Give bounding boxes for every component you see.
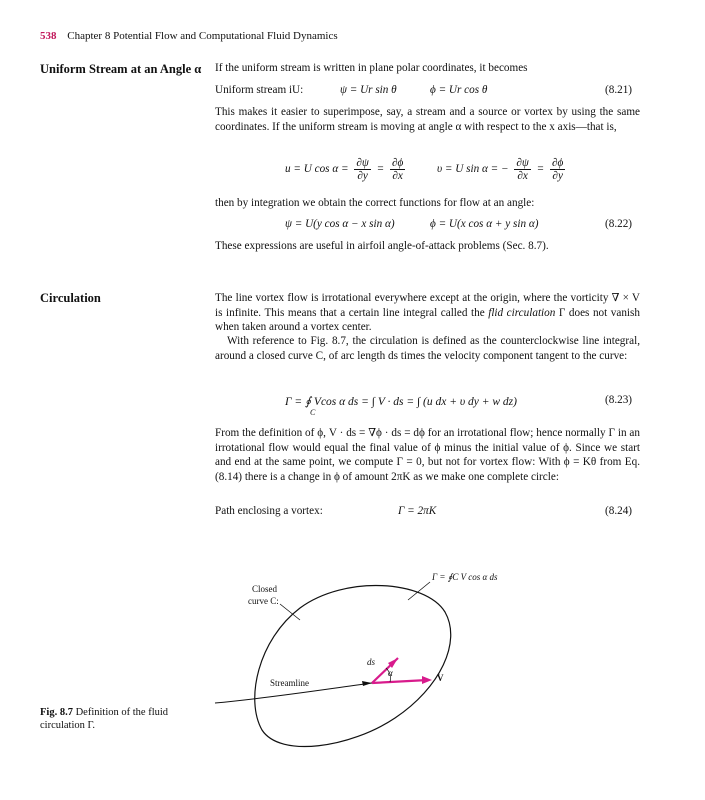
circulation-para-2: With reference to Fig. 8.7, the circulation is defined as the counterclockwise line integral, around a closed curve C, of arc length ds times the velocity component tangent to the curve: <box>215 335 640 362</box>
fig-closed-label-2: curve C: <box>248 596 279 606</box>
eq21-label: Uniform stream iU: <box>215 84 304 96</box>
eq-v-derivatives: υ = U sin α = − $\frac{\partial\psi}{\partial x}$ = $\frac{\partial\phi}{\partial y}$ <box>437 157 564 182</box>
eq23-subscript: C <box>310 408 316 417</box>
chapter-title: Chapter 8 Potential Flow and Computational Fluid Dynamics <box>67 30 338 42</box>
gamma-leader <box>408 582 430 600</box>
streamline-arrow <box>362 681 372 686</box>
fig-v-label: V <box>437 673 444 683</box>
uniform-intro: If the uniform stream is written in plane polar coordinates, it becomes <box>215 62 528 74</box>
fig-closed-label-1: Closed <box>252 584 278 594</box>
v-arrowhead <box>422 676 432 684</box>
page-number: 538 <box>40 30 57 42</box>
eq23-number: (8.23) <box>605 394 633 406</box>
eq21-psi: ψ = Ur sin θ <box>340 84 397 96</box>
fig-alpha-label: α <box>388 668 393 678</box>
eq23: Γ = ∮ Vcos α ds = ∫ V · ds = ∫ (u dx + υ dy + w dz) <box>285 396 517 408</box>
eq24-label: Path enclosing a vortex: <box>215 505 323 517</box>
circulation-para-1: The line vortex flow is irrotational everywhere except at the origin, where the vorticity ∇ × V is infinite. This means that a certain line integral called the flid circulation Γ does not vanish when taken around a vortex center. <box>215 292 640 333</box>
fig-ds-label: ds <box>367 657 376 667</box>
eq22-number: (8.22) <box>605 218 633 230</box>
fig-gamma-label: Γ = ∮C V cos α ds <box>432 572 498 582</box>
eq22-psi: ψ = U(y cos α − x sin α) <box>285 218 395 230</box>
fig-streamline-label: Streamline <box>270 678 309 688</box>
eq21-number: (8.21) <box>605 84 633 96</box>
uniform-para-3: then by integration we obtain the correct functions for flow at an angle: <box>215 197 535 209</box>
eq-u-derivatives: u = U cos α = $\frac{\partial\psi}{\partial y}$ = $\frac{\partial\phi}{\partial x}$ <box>285 157 404 182</box>
uniform-para-4: These expressions are useful in airfoil angle-of-attack problems (Sec. 8.7). <box>215 240 549 252</box>
section-title-circulation: Circulation <box>40 291 101 305</box>
eq21-phi: ϕ = Ur cos θ <box>430 84 488 96</box>
closed-curve <box>255 586 451 747</box>
v-vector <box>372 680 428 683</box>
eq22-phi: ϕ = U(x cos α + y sin α) <box>430 218 539 230</box>
circulation-para-3: From the definition of ϕ, V · ds = ∇ϕ · ds = dϕ for an irrotational flow; hence normally Γ in an irrotational flow would equal the final value of ϕ minus the initial value of ϕ. Since we start and end at the same point, we compute Γ = 0, but not for vortex flow: With ϕ = Kθ from Eq. (8.14) there is a change in ϕ of amount 2πK as we make one complete circle: <box>215 427 640 483</box>
closed-curve-leader <box>280 604 300 620</box>
eq24-number: (8.24) <box>605 505 633 517</box>
uniform-para-2: This makes it easier to superimpose, say, a stream and a source or vortex by using the same coordinates. If the uniform stream is moving at angle α with respect to the x axis—that is, <box>215 106 640 133</box>
eq24: Γ = 2πK <box>398 505 437 517</box>
figure-caption: Fig. 8.7 Definition of the fluid circulation Γ. <box>40 707 169 731</box>
section-title-uniform: Uniform Stream at an Angle α <box>40 62 202 76</box>
